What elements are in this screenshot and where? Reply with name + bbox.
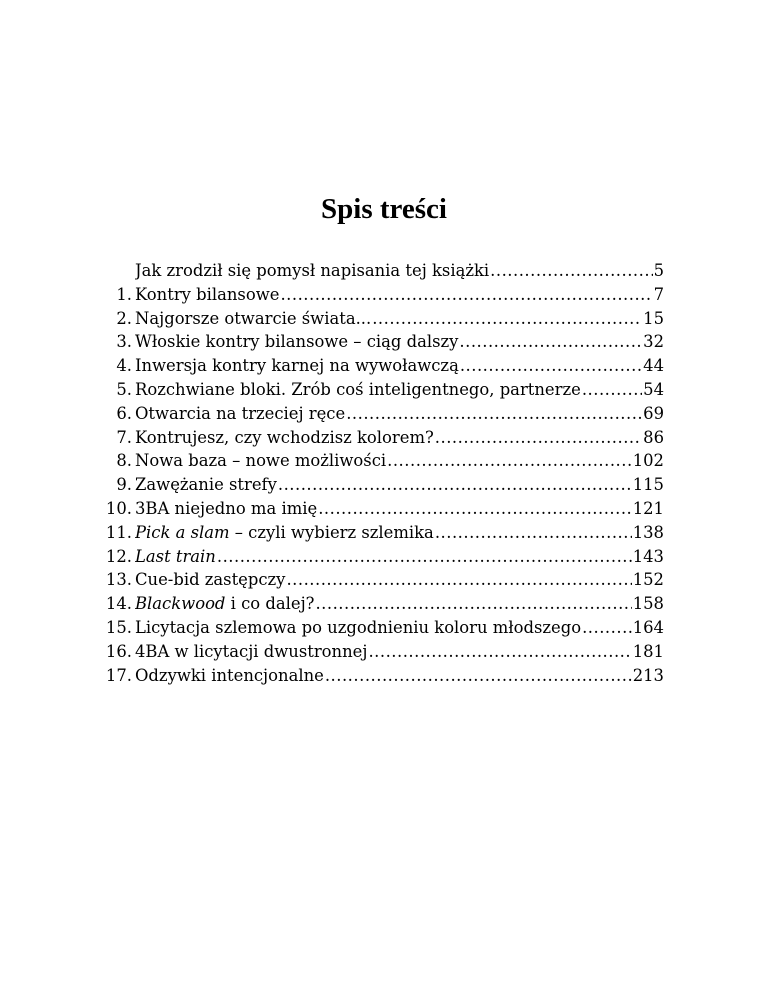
- toc-entry: [100, 354, 664, 378]
- toc-entry: [100, 616, 664, 640]
- toc-entry-body: [135, 449, 664, 473]
- page-number: 115: [632, 475, 664, 495]
- page-number: 15: [643, 308, 664, 328]
- toc-entry-body: [135, 378, 664, 402]
- table-of-contents: [100, 259, 664, 687]
- dot-leader: [582, 616, 632, 640]
- toc-entry-body: [135, 521, 664, 545]
- toc-entry: [100, 640, 664, 664]
- toc-entry-body: [135, 640, 664, 664]
- page-number: 5: [653, 261, 664, 280]
- chapter-title: Inwersja kontry karnej na wywoławczą: [135, 356, 459, 376]
- chapter-number: 3.: [116, 332, 132, 352]
- toc-entry: [100, 521, 664, 545]
- dot-leader: [387, 449, 632, 473]
- chapter-number: 15.: [105, 617, 132, 637]
- dot-leader: [280, 283, 652, 307]
- chapter-title: Pick a slam – czyli wybierz szlemika: [135, 522, 434, 542]
- chapter-number: 1.: [116, 284, 132, 304]
- chapter-number: 4.: [116, 356, 132, 376]
- page-number: 164: [632, 617, 664, 637]
- chapter-number: 8.: [116, 451, 132, 471]
- chapter-title: Odzywki intencjonalne: [135, 665, 324, 685]
- chapter-title: 3BA niejedno ma imię: [135, 498, 318, 518]
- page-number: 158: [632, 594, 664, 614]
- toc-entry-body: [135, 259, 664, 283]
- chapter-number: 16.: [105, 641, 132, 661]
- chapter-number: 6.: [116, 403, 132, 423]
- chapter-title: Kontrujesz, czy wchodzisz kolorem?: [135, 427, 434, 447]
- chapter-number: 2.: [116, 308, 132, 328]
- toc-entry-body: [135, 354, 664, 378]
- toc-entry: [100, 664, 664, 688]
- dot-leader: [315, 592, 631, 616]
- dot-leader: [278, 473, 632, 497]
- toc-entry-body: [135, 497, 664, 521]
- dot-leader: [459, 330, 642, 354]
- toc-entry: [100, 449, 664, 473]
- toc-entry-body: [135, 473, 664, 497]
- toc-entry-body: [135, 426, 664, 450]
- chapter-title: Zawężanie strefy: [135, 475, 277, 495]
- toc-entry-body: [135, 307, 664, 331]
- page-number: 143: [632, 546, 664, 566]
- toc-entry-body: [135, 568, 664, 592]
- page-number: 152: [632, 570, 664, 590]
- chapter-title: 4BA w licytacji dwustronnej: [135, 641, 368, 661]
- chapter-number: 13.: [105, 570, 132, 590]
- page-number: 213: [632, 665, 664, 685]
- toc-entry: [100, 378, 664, 402]
- dot-leader: [325, 664, 632, 688]
- toc-entry: [100, 283, 664, 307]
- toc-entry: [100, 426, 664, 450]
- page-number: 32: [643, 332, 664, 352]
- page-number: 7: [653, 284, 664, 304]
- toc-entry: [100, 259, 664, 283]
- page-number: 102: [632, 451, 664, 471]
- dot-leader: [435, 426, 642, 450]
- toc-entry: [100, 473, 664, 497]
- page-number: 86: [643, 427, 664, 447]
- page-number: 181: [632, 641, 664, 661]
- toc-entry: [100, 568, 664, 592]
- toc-entry-body: [135, 402, 664, 426]
- toc-entry-body: [135, 664, 664, 688]
- toc-entry-body: [135, 592, 664, 616]
- page-number: 138: [632, 522, 664, 542]
- chapter-number: 7.: [116, 427, 132, 447]
- toc-entry-body: [135, 616, 664, 640]
- chapter-title: Włoskie kontry bilansowe – ciąg dalszy: [135, 332, 459, 352]
- chapter-title: Last train: [135, 546, 216, 566]
- page-number: 121: [632, 498, 664, 518]
- dot-leader: [368, 640, 631, 664]
- chapter-title: Blackwood i co dalej?: [135, 594, 315, 614]
- chapter-number: 12.: [105, 546, 132, 566]
- page-number: 44: [643, 356, 664, 376]
- dot-leader: [582, 378, 642, 402]
- chapter-number: 11.: [105, 522, 132, 542]
- chapter-title: Otwarcia na trzeciej ręce: [135, 403, 346, 423]
- toc-entry: [100, 545, 664, 569]
- page-number: 69: [643, 403, 664, 423]
- chapter-number: 14.: [105, 594, 132, 614]
- dot-leader: [217, 545, 632, 569]
- dot-leader: [460, 354, 642, 378]
- toc-entry: [100, 592, 664, 616]
- chapter-title: Najgorsze otwarcie świata...: [135, 308, 372, 328]
- dot-leader: [435, 521, 632, 545]
- toc-entry: [100, 497, 664, 521]
- chapter-title: Cue-bid zastępczy: [135, 570, 286, 590]
- toc-entry-body: [135, 330, 664, 354]
- toc-entry: [100, 402, 664, 426]
- toc-entry: [100, 307, 664, 331]
- toc-entry-body: [135, 283, 664, 307]
- chapter-title: Nowa baza – nowe możliwości: [135, 451, 387, 471]
- page-title: Spis treści: [321, 193, 447, 225]
- dot-leader: [286, 568, 631, 592]
- chapter-number: 17.: [105, 665, 132, 685]
- toc-entry-body: [135, 545, 664, 569]
- chapter-title: Rozchwiane bloki. Zrób coś inteligentnego, partnerze: [135, 379, 581, 399]
- dot-leader: [490, 259, 652, 283]
- dot-leader: [372, 307, 642, 331]
- chapter-title: Licytacja szlemowa po uzgodnieniu koloru młodszego: [135, 617, 582, 637]
- toc-entry: [100, 330, 664, 354]
- chapter-number: 9.: [116, 475, 132, 495]
- chapter-number: 5.: [116, 379, 132, 399]
- page-number: 54: [643, 379, 664, 399]
- chapter-number: 10.: [105, 498, 132, 518]
- chapter-title: Jak zrodził się pomysł napisania tej książki: [135, 261, 490, 280]
- dot-leader: [346, 402, 642, 426]
- chapter-title: Kontry bilansowe: [135, 284, 280, 304]
- dot-leader: [318, 497, 632, 521]
